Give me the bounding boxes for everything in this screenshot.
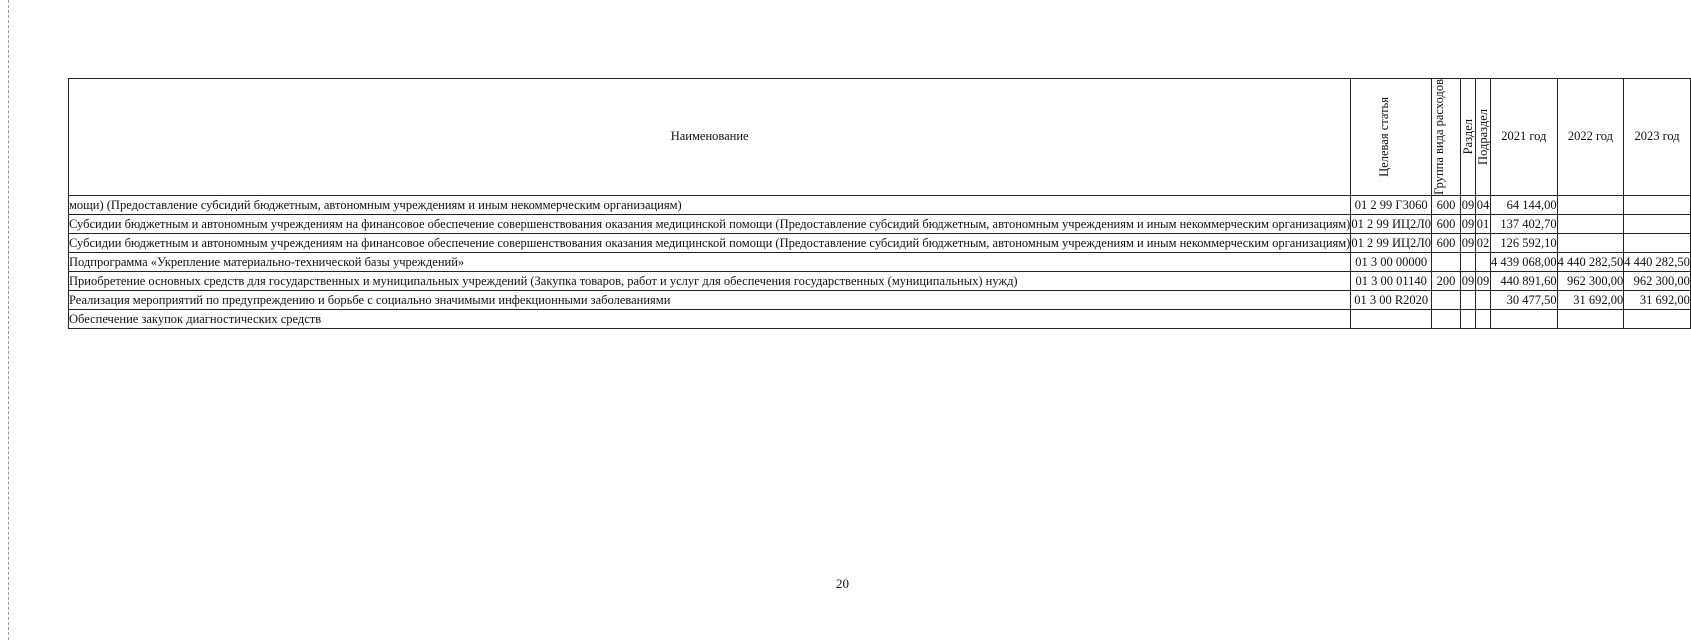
- row-section: 09: [1461, 233, 1476, 252]
- row-name: Реализация мероприятий по предупреждению и борьбе с социально значимыми инфекционными заболеваниями: [69, 290, 1351, 309]
- row-code: [1351, 309, 1432, 328]
- col-header-name: Наименование: [69, 79, 1351, 196]
- row-group: 600: [1432, 214, 1461, 233]
- row-2021: [1491, 309, 1558, 328]
- row-subsection: [1476, 309, 1491, 328]
- row-2021: 137 402,70: [1491, 214, 1558, 233]
- row-subsection: 02: [1476, 233, 1491, 252]
- table-header-row: [69, 79, 1691, 196]
- row-2023: 962 300,00: [1624, 271, 1691, 290]
- col-header-target: Целевая статья: [1351, 79, 1432, 196]
- row-group: 600: [1432, 233, 1461, 252]
- row-subsection: [1476, 290, 1491, 309]
- table-row: [69, 271, 1691, 290]
- table-row: [69, 290, 1691, 309]
- row-subsection: 01: [1476, 214, 1491, 233]
- row-name: Обеспечение закупок диагностических средств: [69, 309, 1351, 328]
- row-2022: [1557, 195, 1624, 214]
- left-margin-line: [8, 0, 9, 640]
- table-row: [69, 252, 1691, 271]
- row-group: [1432, 290, 1461, 309]
- row-2021: 126 592,10: [1491, 233, 1558, 252]
- row-group: 200: [1432, 271, 1461, 290]
- row-2022: 4 440 282,50: [1557, 252, 1624, 271]
- table-row: [69, 195, 1691, 214]
- row-2023: [1624, 233, 1691, 252]
- row-section: [1461, 290, 1476, 309]
- row-name: Субсидии бюджетным и автономным учреждениям на финансовое обеспечение совершенствования оказания медицинской помощи (Предоставление субсидий бюджетным, автономным учреждениям и иным некоммерческим организациям): [69, 214, 1351, 233]
- row-code: 01 2 99 ИЦ2Л0: [1351, 214, 1432, 233]
- row-code: 01 2 99 Г3060: [1351, 195, 1432, 214]
- page-number: 20: [836, 576, 849, 591]
- col-header-2022: 2022 год: [1557, 79, 1624, 196]
- row-2022: 31 692,00: [1557, 290, 1624, 309]
- row-subsection: [1476, 252, 1491, 271]
- table-row: [69, 233, 1691, 252]
- row-2021: 440 891,60: [1491, 271, 1558, 290]
- row-subsection: 09: [1476, 271, 1491, 290]
- row-group: [1432, 252, 1461, 271]
- row-group: 600: [1432, 195, 1461, 214]
- table-row: [69, 309, 1691, 328]
- col-header-section: Раздел: [1461, 79, 1476, 196]
- row-section: 09: [1461, 195, 1476, 214]
- row-2021: 64 144,00: [1491, 195, 1558, 214]
- row-name: Субсидии бюджетным и автономным учреждениям на финансовое обеспечение совершенствования оказания медицинской помощи (Предоставление субсидий бюджетным, автономным учреждениям и иным некоммерческим организациям): [69, 233, 1351, 252]
- row-code: 01 3 00 00000: [1351, 252, 1432, 271]
- row-2023: [1624, 214, 1691, 233]
- row-2023: 31 692,00: [1624, 290, 1691, 309]
- row-name: Подпрограмма «Укрепление материально-технической базы учреждений»: [69, 252, 1351, 271]
- col-header-expense-group: Группа вида расходов: [1432, 79, 1461, 196]
- row-2023: 4 440 282,50: [1624, 252, 1691, 271]
- row-section: [1461, 252, 1476, 271]
- row-2023: [1624, 309, 1691, 328]
- row-2022: 962 300,00: [1557, 271, 1624, 290]
- row-2021: 30 477,50: [1491, 290, 1558, 309]
- col-header-2021: 2021 год: [1491, 79, 1558, 196]
- row-name: мощи) (Предоставление субсидий бюджетным, автономным учреждениям и иным некоммерческим организациям): [69, 195, 1351, 214]
- row-code: 01 3 00 R2020: [1351, 290, 1432, 309]
- row-section: 09: [1461, 271, 1476, 290]
- row-group: [1432, 309, 1461, 328]
- row-subsection: 04: [1476, 195, 1491, 214]
- row-2022: [1557, 309, 1624, 328]
- row-2022: [1557, 233, 1624, 252]
- row-2021: 4 439 068,00: [1491, 252, 1558, 271]
- row-2022: [1557, 214, 1624, 233]
- table-row: [69, 214, 1691, 233]
- row-name: Приобретение основных средств для государственных и муниципальных учреждений (Закупка товаров, работ и услуг для обеспечения государственных (муниципальных) нужд): [69, 271, 1351, 290]
- row-section: [1461, 309, 1476, 328]
- row-section: 09: [1461, 214, 1476, 233]
- row-2023: [1624, 195, 1691, 214]
- budget-table: [68, 78, 1691, 329]
- col-header-2023: 2023 год: [1624, 79, 1691, 196]
- col-header-subsection: Подраздел: [1476, 79, 1491, 196]
- row-code: 01 2 99 ИЦ2Л0: [1351, 233, 1432, 252]
- row-code: 01 3 00 01140: [1351, 271, 1432, 290]
